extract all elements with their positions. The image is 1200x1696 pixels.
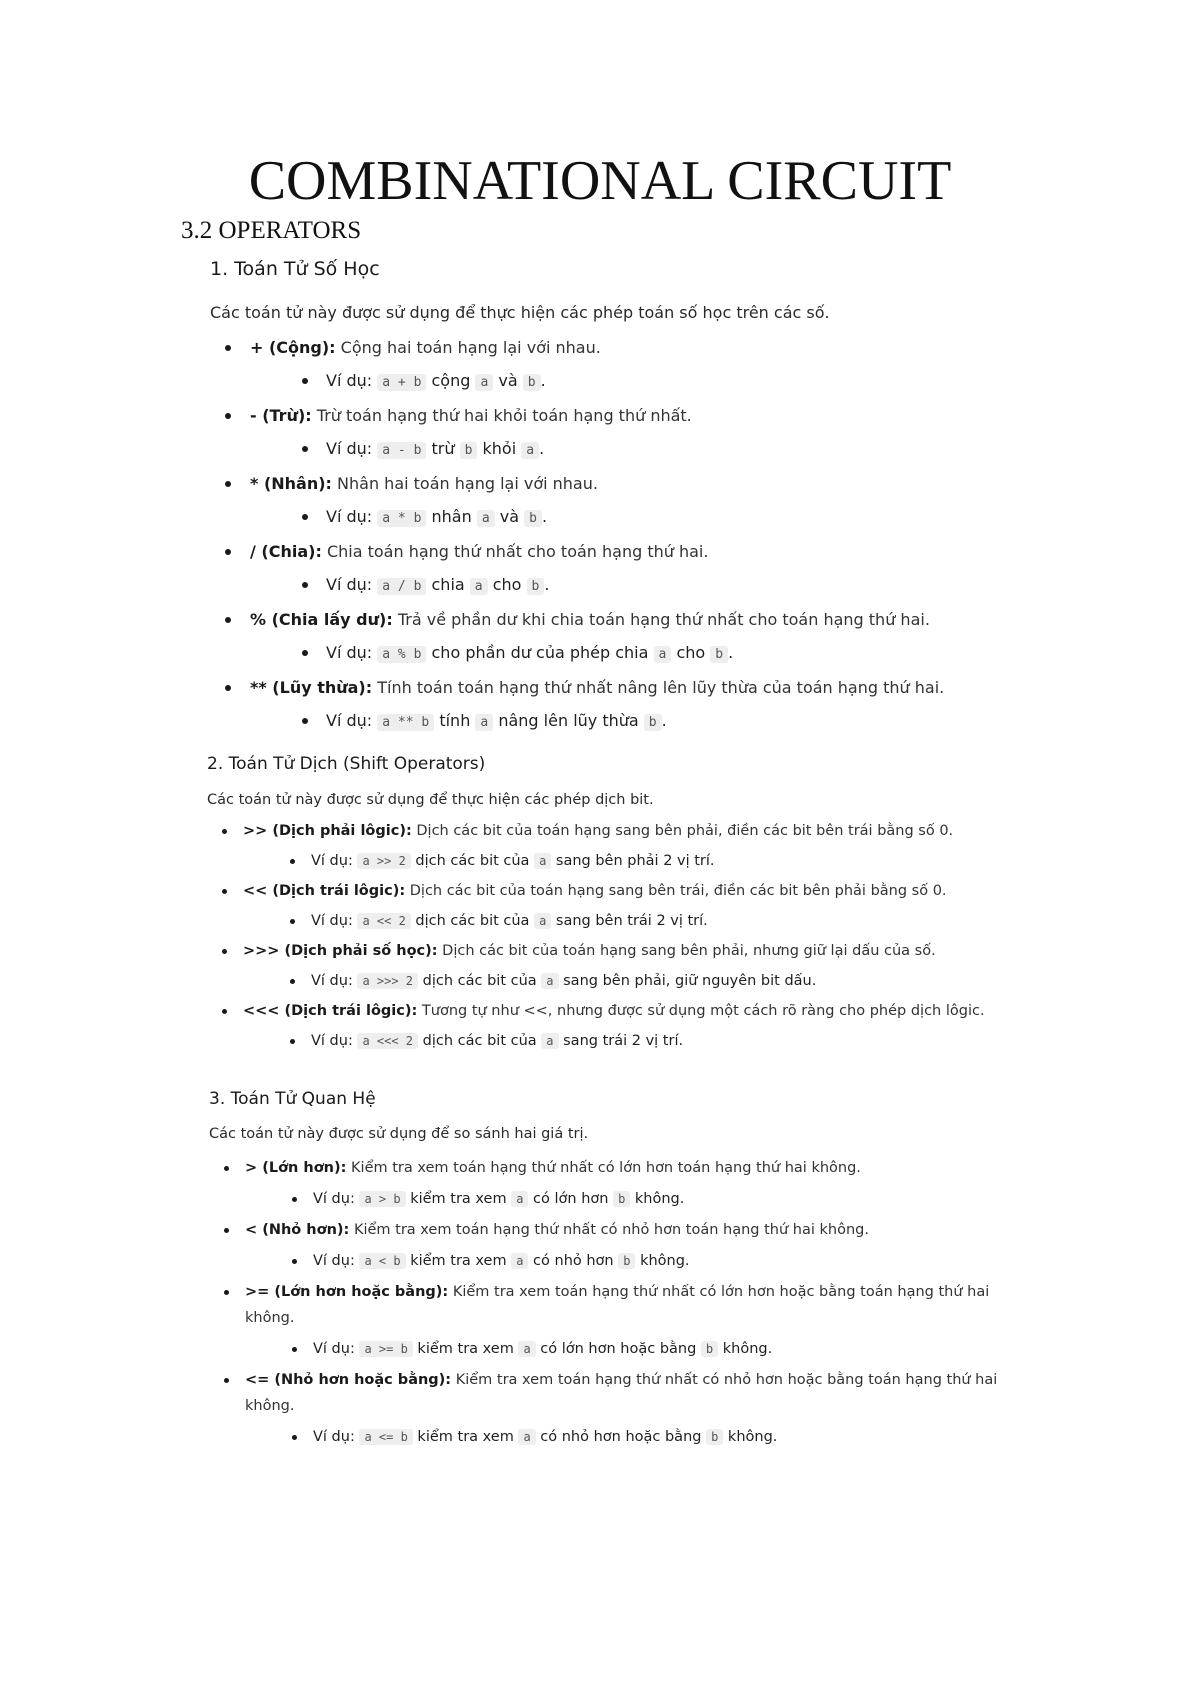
operator-term: ** (Lũy thừa):: [250, 678, 373, 697]
inline-code: a: [511, 1191, 528, 1207]
operator-description: Kiểm tra xem toán hạng thứ nhất có nhỏ hơn hoặc bằng toán hạng thứ hai không.: [245, 1372, 998, 1414]
example-list: [245, 1251, 999, 1271]
operator-term: * (Nhân):: [250, 474, 332, 493]
example-text: dịch các bit của: [422, 973, 537, 989]
inline-code: a: [654, 646, 672, 663]
inline-code: b: [706, 1429, 723, 1445]
shift-operators-section: [207, 752, 1037, 1061]
subsection-heading: 2. Toán Tử Dịch (Shift Operators): [207, 754, 486, 774]
inline-code: a: [518, 1429, 535, 1445]
example-text: .: [728, 643, 734, 662]
inline-code: a: [534, 853, 551, 869]
example-text: dịch các bit của: [415, 913, 530, 929]
relational-operators-section: [209, 1087, 999, 1455]
example-item: [245, 1189, 999, 1209]
inline-code: a <<< 2: [357, 1033, 418, 1049]
operator-item: [207, 1001, 1037, 1051]
example-text: nâng lên lũy thừa: [498, 711, 639, 730]
operator-item: [209, 1367, 999, 1447]
example-text: khỏi: [482, 439, 517, 458]
inline-code: a - b: [377, 442, 426, 459]
operator-list: [210, 337, 1030, 734]
operator-description: Dịch các bit của toán hạng sang bên trái, điền các bit bên phải bằng số 0.: [409, 883, 947, 899]
inline-code: a: [475, 374, 493, 391]
operator-item: [209, 1217, 999, 1271]
operator-term: > (Lớn hơn):: [245, 1160, 347, 1176]
inline-code: b: [524, 510, 542, 527]
example-text: dịch các bit của: [422, 1033, 537, 1049]
inline-code: b: [701, 1341, 718, 1357]
inline-code: b: [613, 1191, 630, 1207]
example-prefix: Ví dụ:: [311, 1033, 353, 1049]
example-prefix: Ví dụ:: [313, 1341, 355, 1357]
inline-code: a >= b: [359, 1341, 412, 1357]
example-text: sang bên trái 2 vị trí.: [555, 913, 708, 929]
example-prefix: Ví dụ:: [311, 913, 353, 929]
inline-code: a: [511, 1253, 528, 1269]
inline-code: a: [475, 714, 493, 731]
operator-item: [210, 677, 1030, 734]
example-prefix: Ví dụ:: [326, 507, 373, 526]
operator-item: [207, 821, 1037, 871]
example-item: [243, 851, 1037, 871]
arithmetic-operators-section: [210, 256, 1030, 745]
inline-code: a * b: [377, 510, 426, 527]
operator-term: % (Chia lấy dư):: [250, 610, 393, 629]
example-list: [243, 971, 1037, 991]
example-list: [243, 911, 1037, 931]
example-prefix: Ví dụ:: [326, 371, 373, 390]
example-text: cho: [492, 575, 522, 594]
operator-item: [210, 405, 1030, 462]
operator-term: < (Nhỏ hơn):: [245, 1222, 350, 1238]
operator-description: Cộng hai toán hạng lại với nhau.: [340, 338, 601, 357]
operator-description: Kiểm tra xem toán hạng thứ nhất có lớn hơn hoặc bằng toán hạng thứ hai không.: [245, 1284, 990, 1326]
subsection-intro: Các toán tử này được sử dụng để thực hiện các phép dịch bit.: [207, 792, 654, 808]
example-text: không.: [640, 1253, 690, 1269]
example-text: tính: [439, 711, 471, 730]
operator-description: Kiểm tra xem toán hạng thứ nhất có lớn hơn toán hạng thứ hai không.: [351, 1160, 861, 1176]
example-list: [243, 851, 1037, 871]
operator-description: Tính toán toán hạng thứ nhất nâng lên lũy thừa của toán hạng thứ hai.: [377, 678, 945, 697]
example-text: không.: [722, 1341, 773, 1357]
operator-term: <= (Nhỏ hơn hoặc bằng):: [245, 1372, 452, 1388]
example-text: .: [544, 575, 550, 594]
operator-description: Nhân hai toán hạng lại với nhau.: [337, 474, 598, 493]
operator-term: >> (Dịch phải lôgic):: [243, 823, 412, 839]
inline-code: a << 2: [357, 913, 410, 929]
operator-term: <<< (Dịch trái lôgic):: [243, 1003, 418, 1019]
example-list: [245, 1427, 999, 1447]
example-text: và: [498, 371, 518, 390]
example-text: cho: [676, 643, 706, 662]
operator-item: [209, 1279, 999, 1359]
operator-term: + (Cộng):: [250, 338, 336, 357]
example-item: [245, 1427, 999, 1447]
example-item: [250, 370, 1030, 394]
operator-description: Kiểm tra xem toán hạng thứ nhất có nhỏ hơn toán hạng thứ hai không.: [353, 1222, 869, 1238]
subsection-heading: 1. Toán Tử Số Học: [210, 258, 380, 280]
example-list: [245, 1339, 999, 1359]
document-title: COMBINATIONAL CIRCUIT: [248, 150, 952, 212]
operator-description: Chia toán hạng thứ nhất cho toán hạng thứ hai.: [326, 542, 709, 561]
inline-code: a % b: [377, 646, 426, 663]
example-text: trừ: [431, 439, 455, 458]
inline-code: a: [518, 1341, 535, 1357]
example-prefix: Ví dụ:: [311, 973, 353, 989]
operator-description: Trả về phần dư khi chia toán hạng thứ nhất cho toán hạng thứ hai.: [397, 610, 930, 629]
operator-term: >>> (Dịch phải số học):: [243, 943, 438, 959]
operator-description: Tương tự như <<, nhưng được sử dụng một cách rõ ràng cho phép dịch lôgic.: [421, 1003, 985, 1019]
example-prefix: Ví dụ:: [311, 853, 353, 869]
inline-code: a: [541, 1033, 558, 1049]
example-prefix: Ví dụ:: [326, 711, 373, 730]
example-item: [243, 911, 1037, 931]
example-item: [250, 438, 1030, 462]
example-list: [250, 438, 1030, 462]
subsection-intro: Các toán tử này được sử dụng để thực hiện các phép toán số học trên các số.: [210, 303, 830, 322]
example-text: sang trái 2 vị trí.: [563, 1033, 684, 1049]
example-text: kiểm tra xem: [410, 1253, 507, 1269]
example-text: sang bên phải, giữ nguyên bit dấu.: [563, 973, 817, 989]
inline-code: a + b: [377, 374, 426, 391]
example-text: không.: [727, 1429, 778, 1445]
subsection-intro: Các toán tử này được sử dụng để so sánh hai giá trị.: [209, 1126, 589, 1142]
example-item: [243, 1031, 1037, 1051]
inline-code: a < b: [359, 1253, 405, 1269]
example-item: [250, 642, 1030, 666]
operator-item: [210, 337, 1030, 394]
example-text: và: [499, 507, 520, 526]
section-title: 3.2 OPERATORS: [181, 217, 362, 244]
example-prefix: Ví dụ:: [313, 1253, 355, 1269]
example-text: không.: [634, 1191, 685, 1207]
operator-term: >= (Lớn hơn hoặc bằng):: [245, 1284, 449, 1300]
inline-code: a: [470, 578, 488, 595]
example-text: .: [540, 371, 546, 390]
inline-code: b: [460, 442, 478, 459]
operator-item: [207, 941, 1037, 991]
operator-item: [210, 473, 1030, 530]
example-text: sang bên phải 2 vị trí.: [555, 853, 715, 869]
inline-code: b: [523, 374, 541, 391]
example-prefix: Ví dụ:: [326, 643, 373, 662]
example-list: [245, 1189, 999, 1209]
example-list: [250, 370, 1030, 394]
operator-description: Trừ toán hạng thứ hai khỏi toán hạng thứ nhất.: [316, 406, 692, 425]
operator-item: [210, 541, 1030, 598]
example-text: .: [541, 507, 548, 526]
operator-item: [207, 881, 1037, 931]
example-text: kiểm tra xem: [417, 1429, 514, 1445]
operator-item: [210, 609, 1030, 666]
inline-code: a ** b: [377, 714, 434, 731]
inline-code: a > b: [359, 1191, 405, 1207]
example-item: [250, 574, 1030, 598]
operator-list: [207, 821, 1037, 1051]
example-item: [250, 710, 1030, 734]
inline-code: a / b: [377, 578, 426, 595]
example-prefix: Ví dụ:: [326, 575, 373, 594]
example-text: cho phần dư của phép chia: [431, 643, 649, 662]
operator-description: Dịch các bit của toán hạng sang bên phải, nhưng giữ lại dấu của số.: [442, 943, 936, 959]
operator-term: << (Dịch trái lôgic):: [243, 883, 406, 899]
example-list: [250, 710, 1030, 734]
operator-item: [209, 1155, 999, 1209]
example-prefix: Ví dụ:: [313, 1191, 355, 1207]
example-item: [245, 1251, 999, 1271]
inline-code: a >>> 2: [357, 973, 418, 989]
inline-code: a: [541, 973, 558, 989]
example-text: .: [661, 711, 667, 730]
example-item: [250, 506, 1030, 530]
example-text: có nhỏ hơn: [533, 1253, 614, 1269]
example-text: có nhỏ hơn hoặc bằng: [540, 1429, 702, 1445]
inline-code: b: [618, 1253, 635, 1269]
inline-code: a: [534, 913, 551, 929]
example-item: [245, 1339, 999, 1359]
subsection-heading: 3. Toán Tử Quan Hệ: [209, 1089, 376, 1109]
example-text: có lớn hơn: [533, 1191, 609, 1207]
inline-code: b: [527, 578, 545, 595]
example-text: kiểm tra xem: [417, 1341, 514, 1357]
inline-code: a: [521, 442, 539, 459]
example-prefix: Ví dụ:: [313, 1429, 355, 1445]
example-text: cộng: [431, 371, 471, 390]
example-text: nhân: [431, 507, 472, 526]
inline-code: b: [710, 646, 728, 663]
example-list: [250, 574, 1030, 598]
example-list: [243, 1031, 1037, 1051]
example-text: dịch các bit của: [415, 853, 530, 869]
operator-term: - (Trừ):: [250, 406, 312, 425]
example-text: chia: [431, 575, 465, 594]
inline-code: a: [477, 510, 495, 527]
example-text: kiểm tra xem: [410, 1191, 507, 1207]
example-item: [243, 971, 1037, 991]
operator-term: / (Chia):: [250, 542, 322, 561]
example-list: [250, 642, 1030, 666]
example-text: .: [539, 439, 545, 458]
inline-code: a <= b: [359, 1429, 412, 1445]
inline-code: b: [644, 714, 662, 731]
operator-list: [209, 1155, 999, 1447]
example-list: [250, 506, 1030, 530]
operator-description: Dịch các bit của toán hạng sang bên phải, điền các bit bên trái bằng số 0.: [416, 823, 954, 839]
example-text: có lớn hơn hoặc bằng: [540, 1341, 697, 1357]
inline-code: a >> 2: [357, 853, 410, 869]
example-prefix: Ví dụ:: [326, 439, 373, 458]
